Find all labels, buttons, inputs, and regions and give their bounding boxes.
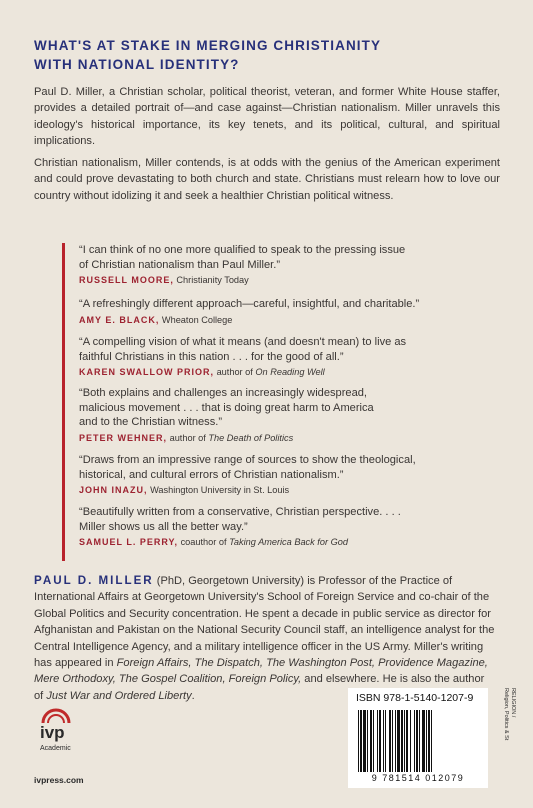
barcode-bar bbox=[363, 710, 366, 772]
endorsements bbox=[62, 243, 482, 561]
quote-line: “A refreshingly different approach—careful, insightful, and charitable.” bbox=[79, 298, 420, 310]
endorsement-quote bbox=[79, 335, 489, 364]
bio-line: Central Intelligence Agency, and a military intelligence officer in the US Army. Miller's writing bbox=[34, 640, 484, 653]
bio-publications: Foreign Affairs, The Dispatch, The Washington Post, Providence Magazine, bbox=[116, 657, 488, 670]
endorser-name: JOHN INAZU, bbox=[79, 485, 148, 495]
quote-line: of Christian nationalism than Paul Miller.” bbox=[79, 258, 281, 271]
quote-line: “A compelling vision of what it means (and doesn't mean) to live as bbox=[79, 336, 407, 348]
barcode-bar bbox=[392, 710, 393, 772]
barcode-bar bbox=[395, 710, 396, 772]
endorsement-quote bbox=[79, 386, 489, 430]
bio-line: Afghanistan and Pakistan on the National Security Council staff, an intelligence analyst for the bbox=[34, 624, 495, 637]
barcode-bar bbox=[419, 710, 420, 772]
barcode-bar bbox=[379, 710, 381, 772]
barcode-bar bbox=[401, 710, 403, 772]
endorser-prefix: coauthor of bbox=[180, 537, 227, 547]
category-line-1: RELIGION / bbox=[510, 688, 516, 718]
quote-line: “Both explains and challenges an increasingly widespread, bbox=[79, 387, 367, 399]
headline-line-2: WITH NATIONAL IDENTITY? bbox=[34, 57, 240, 72]
endorsement-quote bbox=[79, 505, 489, 534]
bio-text: . bbox=[191, 689, 195, 702]
bio-line: International Affairs at Georgetown University's School of Foreign Service and co-chair of the bbox=[34, 591, 490, 604]
publisher-website: ivpress.com bbox=[34, 775, 84, 785]
isbn-text: ISBN 978-1-5140-1207-9 bbox=[356, 692, 474, 704]
description-paragraph-2: Christian nationalism, Miller contends, is at odds with the genius of the American experiment and could prove devastating to both church and state. Christians must relearn how to love our country without idolizing it and seek a healthier Christian political witness. bbox=[34, 157, 500, 202]
headline bbox=[34, 36, 494, 74]
endorsement-4 bbox=[79, 386, 489, 445]
barcode-bar bbox=[422, 710, 425, 772]
bio-line bbox=[34, 573, 504, 589]
endorser-name: SAMUEL L. PERRY, bbox=[79, 537, 179, 547]
endorsement-quote bbox=[79, 243, 489, 272]
barcode-bar bbox=[404, 710, 405, 772]
endorser-name: KAREN SWALLOW PRIOR, bbox=[79, 367, 214, 377]
barcode-bar bbox=[410, 710, 411, 772]
barcode-bar bbox=[360, 710, 362, 772]
bio-book-title: Just War and Ordered Liberty bbox=[46, 689, 192, 702]
bio-text: and elsewhere. He is also the author bbox=[301, 673, 485, 686]
bio-line bbox=[34, 655, 504, 671]
endorser-name: PETER WEHNER, bbox=[79, 432, 168, 443]
barcode-icon bbox=[356, 710, 480, 772]
quote-line: “Beautifully written from a conservative, Christian perspective. . . . bbox=[79, 506, 401, 518]
barcode-bar bbox=[389, 710, 391, 772]
headline-line-1: WHAT'S AT STAKE IN MERGING CHRISTIANITY bbox=[34, 38, 382, 53]
barcode-bar bbox=[428, 710, 430, 772]
endorsement-quote bbox=[79, 297, 489, 312]
quote-line: and to the Christian witness.” bbox=[79, 416, 223, 428]
category-label bbox=[492, 688, 528, 778]
endorser-affiliation: Christianity Today bbox=[176, 275, 249, 285]
logo-subtext: Academic bbox=[40, 745, 71, 752]
endorsement-attribution bbox=[79, 536, 489, 549]
logo-wordmark: ivp bbox=[40, 723, 65, 742]
bio-text: (PhD, Georgetown University) is Professor of the Practice of bbox=[153, 575, 453, 587]
quote-line: malicious movement . . . that is doing great harm to America bbox=[79, 401, 374, 414]
quote-line: Miller shows us all the better way.” bbox=[79, 520, 248, 533]
quote-line: “Draws from an impressive range of sources to show the theological, bbox=[79, 454, 416, 466]
endorsement-1 bbox=[79, 243, 489, 287]
endorser-book: On Reading Well bbox=[255, 367, 325, 377]
author-name: PAUL D. MILLER bbox=[34, 574, 154, 587]
barcode-bar bbox=[377, 710, 378, 772]
quote-line: historical, and cultural errors of Christian nationalism.” bbox=[79, 468, 344, 481]
quote-line: “I can think of no one more qualified to speak to the pressing issue bbox=[79, 244, 406, 256]
barcode-bar bbox=[426, 710, 427, 772]
endorser-book: The Death of Politics bbox=[208, 432, 294, 443]
endorsement-5 bbox=[79, 453, 489, 497]
barcode-bar bbox=[358, 710, 359, 772]
author-bio bbox=[34, 573, 504, 704]
logo-arc-icon bbox=[40, 705, 72, 725]
endorser-prefix: author of bbox=[169, 432, 206, 443]
barcode-block bbox=[348, 688, 488, 788]
bio-publications: Mere Orthodoxy, The Gospel Coalition, Foreign Policy, bbox=[34, 673, 302, 686]
endorser-affiliation: Washington University in St. Louis bbox=[150, 485, 290, 495]
bio-text: has appeared in bbox=[34, 657, 117, 670]
barcode-bar bbox=[397, 710, 400, 772]
bio-line bbox=[34, 671, 504, 687]
endorsement-attribution bbox=[79, 314, 489, 327]
barcode-bar bbox=[431, 710, 432, 772]
endorsement-2 bbox=[79, 297, 489, 327]
endorsement-attribution bbox=[79, 366, 489, 379]
endorser-name: RUSSELL MOORE, bbox=[79, 275, 174, 285]
endorsement-attribution bbox=[79, 432, 489, 445]
barcode-bar bbox=[414, 710, 415, 772]
publisher-logo bbox=[34, 705, 80, 765]
category-line-2: Religion, Politics & St bbox=[503, 688, 509, 741]
endorser-affiliation: Wheaton College bbox=[161, 314, 233, 325]
endorsement-6 bbox=[79, 505, 489, 549]
description-paragraph-1: Paul D. Miller, a Christian scholar, political theorist, veteran, and former White House staffer, provides a detailed portrait of—and case against—Christian nationalism. Miller unravels this ideology's historical importance, its key tenets, and its political, cultural, and spiritual implications. bbox=[34, 86, 500, 148]
endorser-book: Taking America Back for God bbox=[229, 537, 348, 547]
endorsement-attribution bbox=[79, 274, 489, 287]
bio-text: of bbox=[34, 689, 47, 702]
endorser-name: AMY E. BLACK, bbox=[79, 314, 160, 325]
bio-line: Global Politics and Security concentration. He spent a decade in public service as director for bbox=[34, 607, 491, 620]
barcode-bar bbox=[416, 710, 418, 772]
endorser-prefix: author of bbox=[216, 367, 253, 377]
quote-line: faithful Christians in this nation . . . for the good of all.” bbox=[79, 350, 344, 363]
endorsement-attribution bbox=[79, 484, 489, 497]
endorsement-3 bbox=[79, 335, 489, 379]
barcode-bar bbox=[406, 710, 408, 772]
barcode-bar bbox=[367, 710, 368, 772]
barcode-bar bbox=[383, 710, 384, 772]
barcode-bar bbox=[373, 710, 374, 772]
barcode-digits: 9 781514 012079 bbox=[371, 773, 465, 783]
barcode-bar bbox=[385, 710, 386, 772]
barcode-bar bbox=[370, 710, 372, 772]
endorsement-quote bbox=[79, 453, 489, 482]
endorsement-rule bbox=[62, 243, 65, 561]
